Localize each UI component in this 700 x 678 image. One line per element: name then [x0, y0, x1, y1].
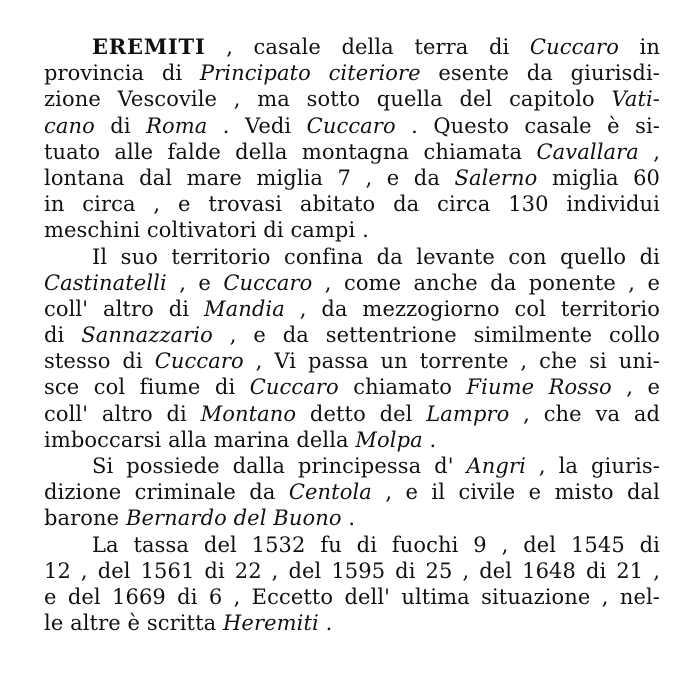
text-line	[44, 139, 660, 165]
text-line	[44, 558, 660, 584]
text-segment: in	[618, 35, 660, 59]
text-line	[44, 86, 660, 112]
text-segment: coll' altro di	[44, 401, 201, 426]
text-segment: meschini coltivatori di campi .	[44, 218, 369, 243]
text-segment: , come anche da ponente , e	[312, 270, 661, 295]
text-segment: .	[341, 506, 356, 531]
text-segment: , Vi passa un torrente , che si uni-	[243, 349, 660, 374]
text-line	[44, 270, 660, 296]
italic-text: Cuccaro	[249, 375, 339, 400]
text-segment: detto del	[296, 401, 427, 426]
text-segment: e del 1669 di 6 , Eccetto dell' ultima situazione , nel-	[44, 584, 660, 609]
text-segment: . Questo casale è si-	[395, 113, 660, 138]
text-segment: di	[44, 323, 82, 348]
paragraph	[44, 244, 660, 454]
text-line	[44, 60, 660, 86]
text-line	[44, 610, 660, 636]
text-line	[44, 401, 660, 427]
text-segment: , che va ad	[509, 401, 661, 426]
dictionary-entry-eremiti	[44, 34, 660, 636]
text-segment: ,	[638, 139, 660, 164]
text-segment: barone	[44, 506, 126, 531]
text-line	[44, 374, 660, 400]
text-line	[44, 479, 660, 505]
text-segment: , e	[611, 375, 660, 400]
text-segment: stesso di	[44, 349, 155, 374]
text-line	[44, 296, 660, 322]
italic-text: Cuccaro	[154, 349, 244, 374]
italic-text: Vati-	[611, 87, 660, 112]
text-segment: in circa , e trovasi abitato da circa 130 individui	[44, 192, 660, 217]
paragraph	[44, 34, 660, 244]
text-segment: chiamato	[338, 375, 467, 400]
text-segment: imboccarsi alla marina della	[44, 427, 356, 452]
text-line	[44, 322, 660, 348]
italic-text: Centola	[288, 480, 372, 505]
text-line	[44, 348, 660, 374]
italic-text: Castinatelli	[44, 270, 167, 295]
text-segment: tuato alle falde della montagna chiamata	[44, 139, 537, 164]
text-segment: , e da settentrione similmente collo	[212, 323, 660, 348]
text-segment: , e	[166, 270, 224, 295]
italic-text: Cuccaro	[306, 113, 396, 138]
text-segment: .	[422, 427, 437, 452]
text-segment: Il suo territorio confina da levante con quello di	[92, 244, 660, 269]
entry-headword: EREMITI	[92, 34, 206, 59]
text-segment: , da mezzogiorno col territorio	[284, 296, 660, 321]
italic-text: Principato citeriore	[199, 61, 421, 86]
text-segment: , e il civile e misto dal	[371, 480, 660, 505]
italic-text: Lampro	[426, 401, 510, 426]
text-segment: Si possiede dalla principessa d'	[92, 454, 467, 478]
text-segment: provincia di	[44, 61, 200, 86]
text-line	[44, 34, 660, 60]
italic-text: Molpa	[355, 427, 423, 452]
text-segment: coll' altro di	[44, 296, 204, 321]
text-line	[44, 191, 660, 217]
text-segment: .	[318, 611, 333, 636]
paragraph	[44, 532, 660, 637]
text-segment: La tassa del 1532 fu di fuochi 9 , del 1545 di	[92, 532, 660, 557]
text-segment: lontana dal mare miglia 7 , e da	[44, 165, 455, 190]
italic-text: Cuccaro	[223, 270, 313, 295]
text-segment: miglia 60	[537, 165, 660, 190]
italic-text: Cuccaro	[529, 35, 619, 59]
text-segment: esente da giurisdi-	[420, 61, 660, 86]
text-line	[44, 165, 660, 191]
italic-text: Mandia	[204, 296, 285, 321]
italic-text: Fiume Rosso	[466, 375, 612, 400]
italic-text: Sannazzario	[81, 323, 213, 348]
text-line	[44, 505, 660, 531]
text-segment: di	[94, 113, 147, 138]
text-line	[44, 427, 660, 453]
text-segment: dizione criminale da	[44, 480, 289, 505]
text-segment: , casale della terra di	[205, 35, 530, 59]
text-segment: sce col fiume di	[44, 375, 250, 400]
italic-text: Roma	[146, 113, 208, 138]
text-segment: . Vedi	[207, 113, 307, 138]
italic-text: cano	[44, 113, 95, 138]
text-line	[44, 453, 660, 479]
text-line	[44, 532, 660, 558]
italic-text: Montano	[200, 401, 297, 426]
text-line	[44, 217, 660, 243]
text-segment: le altre è scritta	[44, 611, 224, 636]
text-segment: 12 , del 1561 di 22 , del 1595 di 25 , del 1648 di 21 ,	[44, 558, 660, 583]
italic-text: Salerno	[454, 165, 538, 190]
italic-text: Heremiti	[223, 611, 319, 636]
italic-text: Cavallara	[536, 139, 639, 164]
italic-text: Angri	[466, 454, 526, 478]
text-segment: zione Vescovile , ma sotto quella del capitolo	[44, 87, 612, 112]
paragraph	[44, 453, 660, 532]
text-line	[44, 113, 660, 139]
text-line	[44, 244, 660, 270]
text-segment: , la giuris-	[525, 454, 660, 478]
italic-text: Bernardo del Buono	[125, 506, 342, 531]
text-line	[44, 584, 660, 610]
